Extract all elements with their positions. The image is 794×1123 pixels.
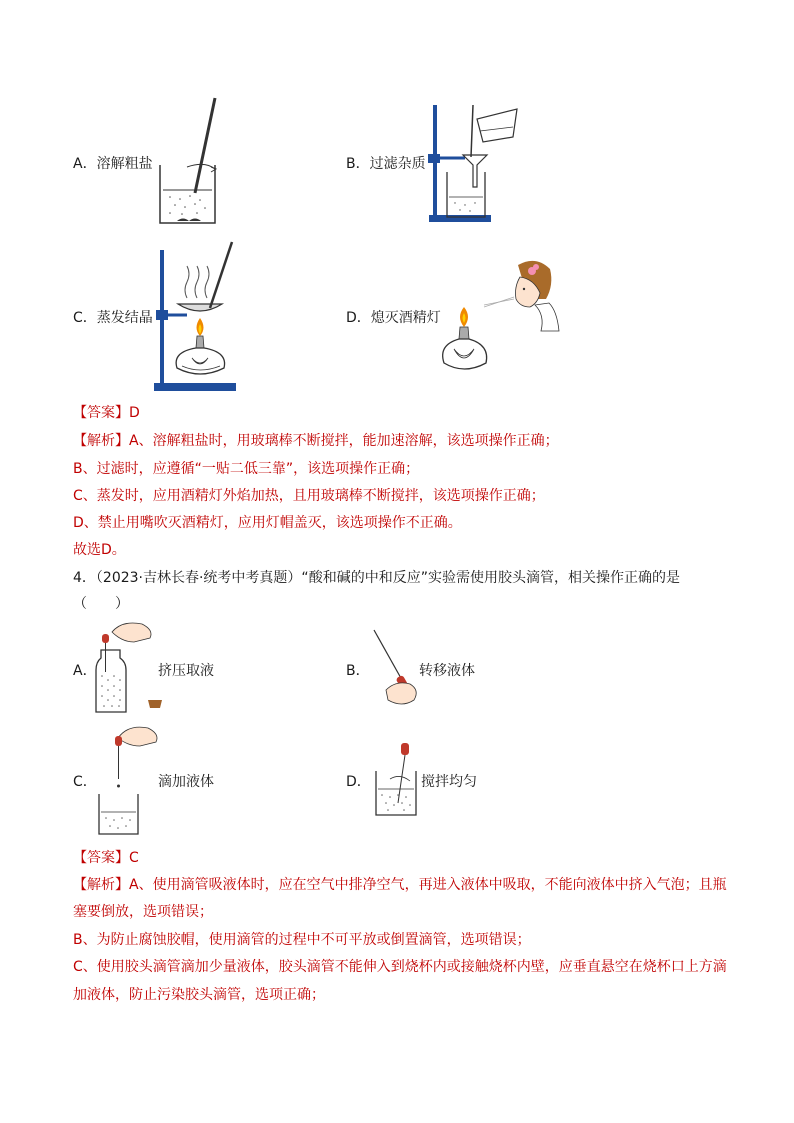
q4-blank: （ ） bbox=[73, 596, 129, 612]
q3-analysis-line: D、禁止用嘴吹灭酒精灯，应用灯帽盖灭，该选项操作不正确。 bbox=[73, 515, 462, 531]
option-text: 过滤杂质 bbox=[369, 156, 426, 172]
option-text: 蒸发结晶 bbox=[96, 310, 153, 326]
q4-option-d-text: 搅拌均匀 bbox=[421, 774, 477, 790]
q3-analysis-line: C、蒸发时，应用酒精灯外焰加热，且用玻璃棒不断搅拌，该选项操作正确； bbox=[73, 488, 545, 504]
squeeze-dropper-illustration bbox=[92, 620, 172, 718]
q3-analysis-line bbox=[73, 432, 559, 450]
answer-tag: 【答案】 bbox=[73, 405, 129, 421]
option-letter: B． bbox=[346, 156, 370, 172]
option-letter: D． bbox=[346, 310, 371, 326]
q4-analysis-line: 塞要倒放，选项错误； bbox=[73, 904, 213, 920]
answer-tag: 【答案】 bbox=[73, 850, 129, 866]
q4-option-c-letter: C． bbox=[73, 774, 97, 790]
answer-value: D bbox=[129, 405, 140, 421]
q3-option-a bbox=[73, 155, 153, 173]
q3-answer bbox=[73, 404, 140, 422]
option-letter: A． bbox=[73, 156, 97, 172]
q3-option-d bbox=[346, 309, 441, 327]
q4-analysis-line: C、使用胶头滴管滴加少量液体，胶头滴管不能伸入到烧杯内或接触烧杯内壁，应垂直悬空在烧杯口上方滴 bbox=[73, 959, 727, 975]
q4-option-c-text: 滴加液体 bbox=[158, 774, 214, 790]
dissolve-salt-illustration bbox=[155, 95, 230, 230]
analysis-tag: 【解析】 bbox=[73, 877, 129, 893]
q4-analysis-line: 加液体，防止污染胶头滴管，选项正确； bbox=[73, 987, 325, 1003]
q4-option-b-text: 转移液体 bbox=[419, 663, 475, 679]
blow-out-lamp-illustration bbox=[440, 255, 560, 380]
option-letter: C． bbox=[73, 310, 97, 326]
q3-option-b bbox=[346, 155, 426, 173]
q4-answer bbox=[73, 849, 139, 867]
add-drops-illustration bbox=[96, 724, 166, 839]
q4-analysis-line: B、为防止腐蚀胶帽，使用滴管的过程中不可平放或倒置滴管，选项错误； bbox=[73, 932, 531, 948]
filtration-illustration bbox=[425, 97, 525, 225]
evaporation-illustration bbox=[152, 240, 242, 395]
analysis-tag: 【解析】 bbox=[73, 433, 129, 449]
q3-option-c bbox=[73, 309, 153, 327]
q4-analysis-line bbox=[73, 876, 727, 894]
option-text: 熄灭酒精灯 bbox=[370, 310, 441, 326]
q4-option-d-letter: D． bbox=[346, 774, 371, 790]
analysis-text: A、使用滴管吸液体时，应在空气中排净空气，再进入液体中吸取，不能向液体中挤入气泡；且瓶 bbox=[129, 877, 727, 893]
q3-conclusion: 故选D。 bbox=[73, 542, 126, 558]
q4-option-b-letter: B． bbox=[346, 663, 370, 679]
q4-stem: 4．（2023·吉林长春·统考中考真题）“酸和碱的中和反应”实验需使用胶头滴管，相关操作正确的是 bbox=[73, 570, 680, 586]
option-text: 溶解粗盐 bbox=[96, 156, 153, 172]
analysis-text: A、溶解粗盐时，用玻璃棒不断搅拌，能加速溶解，该选项操作正确； bbox=[129, 433, 559, 449]
q4-option-a-text: 挤压取液 bbox=[158, 663, 214, 679]
q3-analysis-line: B、过滤时，应遵循“一贴二低三靠”，该选项操作正确； bbox=[73, 461, 420, 477]
transfer-liquid-illustration bbox=[368, 628, 420, 710]
answer-value: C bbox=[129, 850, 139, 866]
q4-option-a-letter: A． bbox=[73, 663, 97, 679]
stir-dropper-illustration bbox=[374, 741, 424, 819]
